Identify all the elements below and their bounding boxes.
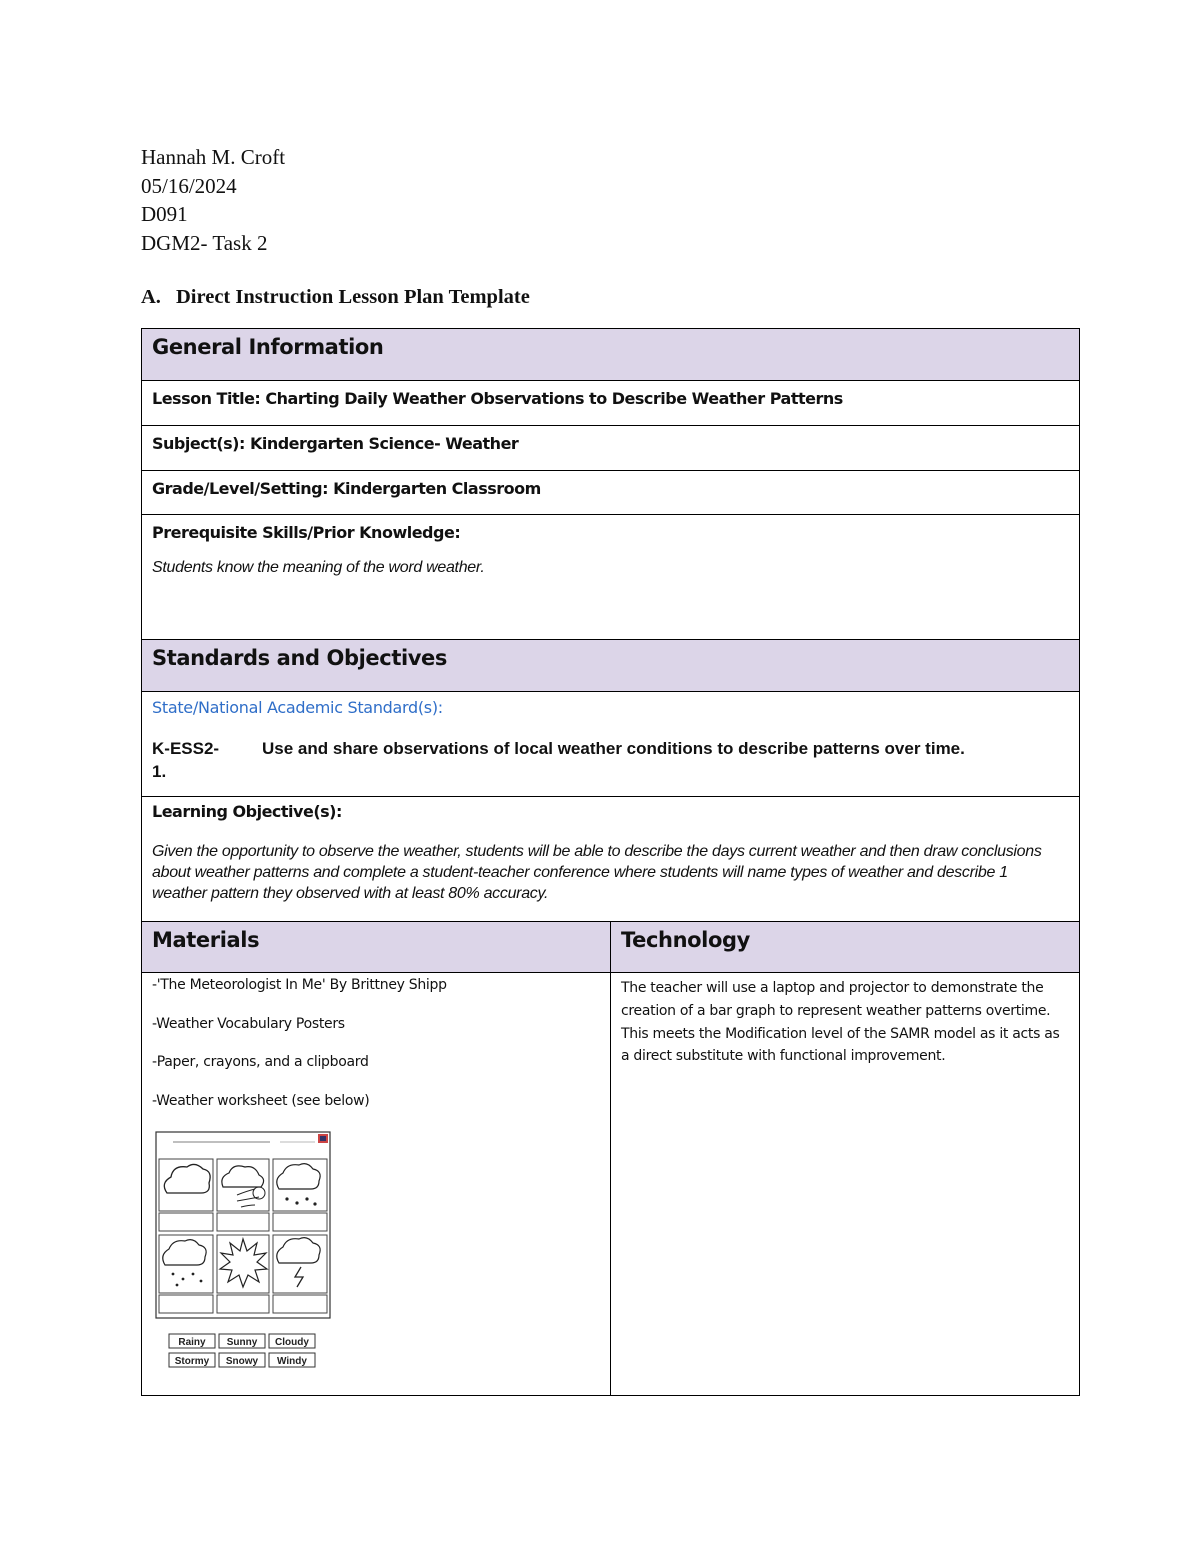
standard-text: Use and share observations of local weather conditions to describe patterns over time. <box>262 739 965 758</box>
objective-row <box>141 796 1080 921</box>
materials-item: -Weather Vocabulary Posters <box>152 1015 345 1032</box>
task-name: DGM2- Task 2 <box>141 230 268 255</box>
materials-list <box>152 977 447 1131</box>
materials-item: -Paper, crayons, and a clipboard <box>152 1054 369 1070</box>
standards-header <box>141 639 1080 691</box>
materials-tech-row <box>141 972 1080 1396</box>
technology-heading: Technology <box>621 928 750 952</box>
standard-code: K-ESS2-1. <box>152 739 220 781</box>
word-snowy: Snowy <box>225 1356 259 1367</box>
general-info-heading: General Information <box>152 335 384 359</box>
technology-text: The teacher will use a laptop and projector to demonstrate the creation of a bar graph to represent weather patterns overtime. This meets the Modification level of the SAMR model as it acts as a direct substitute with functional improvement. <box>621 980 1060 1065</box>
grade-level-setting: Grade/Level/Setting: Kindergarten Classroom <box>152 479 541 498</box>
worksheet-windy-icon <box>217 1159 269 1231</box>
materials-heading: Materials <box>152 928 260 952</box>
lesson-title: Lesson Title: Charting Daily Weather Observations to Describe Weather Patterns <box>152 389 843 408</box>
lesson-title-row <box>141 380 1080 425</box>
section-letter: A. <box>141 286 161 308</box>
section-title <box>141 286 530 309</box>
column-divider <box>610 922 611 972</box>
worksheet-sun-icon <box>217 1235 269 1313</box>
standard-row <box>141 691 1080 796</box>
worksheet-rain-cloud-icon <box>159 1235 213 1313</box>
worksheet-snow-cloud-icon <box>273 1159 327 1231</box>
word-stormy: Stormy <box>174 1356 210 1367</box>
general-info-header <box>141 328 1080 380</box>
word-rainy: Rainy <box>178 1337 206 1348</box>
weather-worksheet-image <box>155 1131 335 1376</box>
course-code: D091 <box>141 202 188 226</box>
document-date: 05/16/2024 <box>141 173 237 198</box>
objective-label: Learning Objective(s): <box>152 802 342 821</box>
section-title-text: Direct Instruction Lesson Plan Template <box>176 286 530 308</box>
subjects-row <box>141 425 1080 470</box>
word-windy: Windy <box>277 1356 307 1367</box>
materials-item: -Weather worksheet (see below) <box>152 1092 370 1109</box>
materials-tech-header <box>141 921 1080 972</box>
word-sunny: Sunny <box>226 1337 258 1348</box>
grade-row <box>141 470 1080 514</box>
prereq-label: Prerequisite Skills/Prior Knowledge: <box>152 523 461 542</box>
materials-item: -'The Meteorologist In Me' By Brittney Shipp <box>152 977 447 993</box>
worksheet-cloud-icon <box>159 1159 213 1231</box>
objective-text: Given the opportunity to observe the weather, students will be able to describe the days current weather and then draw conclusions about weather patterns and complete a student-teacher conference where students will name types of weather and describe 1 weather pattern they observed with at least 80% accuracy. <box>152 843 1042 902</box>
prereq-text: Students know the meaning of the word weather. <box>152 559 485 576</box>
worksheet-storm-icon <box>273 1235 327 1313</box>
worksheet-word-bank <box>169 1334 315 1367</box>
prereq-row <box>141 514 1080 639</box>
standards-heading: Standards and Objectives <box>152 646 447 670</box>
author-name: Hannah M. Croft <box>141 145 286 169</box>
subjects: Subject(s): Kindergarten Science- Weather <box>152 434 519 453</box>
lesson-plan-table <box>141 328 1082 1396</box>
document-header <box>141 143 285 257</box>
column-divider <box>610 973 611 1395</box>
word-cloudy: Cloudy <box>275 1337 309 1348</box>
standard-label: State/National Academic Standard(s): <box>152 698 443 717</box>
